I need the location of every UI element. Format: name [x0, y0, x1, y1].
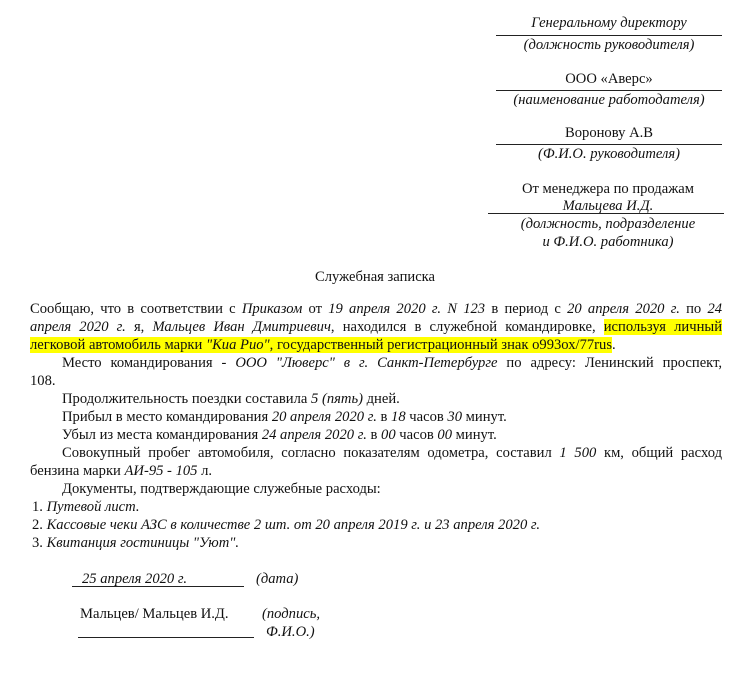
paragraph-trip-info-line-2: апреля 2020 г. я, Мальцев Иван Дмитриевич, находился в служебной командировке, используя личный	[30, 319, 722, 335]
signature-value: Мальцев/ Мальцев И.Д.	[80, 606, 229, 622]
employer-caption: (наименование работодателя)	[513, 92, 705, 108]
paragraph-departure: Убыл из места командирования 24 апреля 2020 г. в 00 часов 00 минут.	[62, 427, 497, 443]
from-caption-2: и Ф.И.О. работника)	[542, 234, 674, 250]
director-name-caption: (Ф.И.О. руководителя)	[537, 146, 680, 162]
paragraph-duration: Продолжительность поездки составила 5 (пять) дней.	[62, 391, 400, 407]
signature-date-caption: (дата)	[256, 571, 299, 587]
director-caption: (должность руководителя)	[523, 37, 695, 53]
highlight-personal-car: используя личный	[603, 319, 722, 335]
memo-body	[30, 300, 722, 552]
signature-date-line	[72, 586, 244, 587]
signature-caption-1: (подпись,	[262, 606, 321, 622]
director-name: Воронову А.В	[565, 125, 653, 141]
paragraph-fuel: бензина марки АИ-95 - 105 л.	[30, 463, 213, 479]
from-caption-1: (должность, подразделение	[520, 216, 696, 232]
signature-date-value: 25 апреля 2020 г.	[82, 571, 188, 587]
document-item-1: 1. Путевой лист.	[32, 499, 140, 515]
paragraph-place: Место командирования - ООО "Люверс" в г. Санкт-Петербурге по адресу: Ленинский проспект,	[62, 355, 722, 371]
signature-line	[78, 637, 254, 638]
signature-caption-2: Ф.И.О.)	[266, 624, 315, 640]
paragraph-arrival: Прибыл в место командирования 20 апреля 2020 г. в 18 часов 30 минут.	[62, 409, 507, 425]
from-name: Мальцева И.Д.	[562, 198, 654, 214]
document-item-3: 3. Квитанция гостиницы "Уют".	[32, 535, 240, 551]
document-item-2: 2. Кассовые чеки АЗС в количестве 2 шт. от 20 апреля 2019 г. и 23 апреля 2020 г.	[32, 517, 541, 533]
paragraph-place-cont: 108.	[30, 373, 56, 389]
employer-name: ООО «Аверс»	[565, 71, 653, 87]
paragraph-trip-info-line-3: легковой автомобиль марки "Киа Рио", государственный регистрационный знак о993ох/77rus.	[30, 337, 616, 353]
director-title: Генеральному директору	[531, 15, 687, 31]
from-label: От менеджера по продажам	[521, 181, 695, 197]
document-title: Служебная записка	[314, 269, 436, 285]
highlight-car-details: легковой автомобиль марки "Киа Рио", государственный регистрационный знак о993ох/77rus	[30, 337, 613, 353]
documents-label: Документы, подтверждающие служебные расходы:	[62, 481, 381, 497]
from-underline	[488, 213, 724, 214]
paragraph-trip-info-line-1: Сообщаю, что в соответствии с Приказом от 19 апреля 2020 г. N 123 в период с 20 апреля 2020 г. по 24	[30, 301, 723, 317]
paragraph-mileage: Совокупный пробег автомобиля, согласно показателям одометра, составил 1 500 км, общий расход	[62, 445, 722, 461]
